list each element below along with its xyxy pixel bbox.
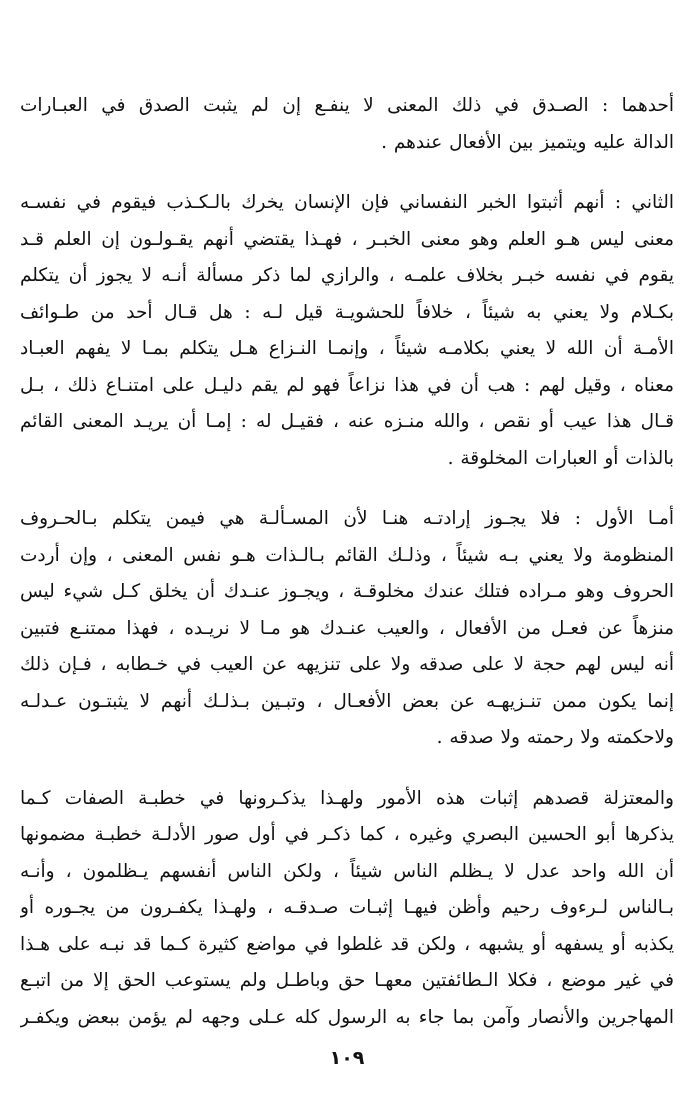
text-line: يقوم في نفسه خبـر بخلاف علمـه ، والرازي لما ذكر مسألة أنـه لا يجوز أن يتكلم <box>20 265 674 286</box>
text-line: في غير موضع ، فكلا الـطائفتين معهـا حق وباطـل ولم يستوعب الحق إلا من اتبـع <box>20 970 674 991</box>
text-line: بالذات أو العبارات المخلوقة . <box>447 447 674 469</box>
page-body <box>20 88 674 1048</box>
text-line: الدالة عليه ويتميز بين الأفعال عندهم . <box>381 131 674 153</box>
text-line: بكـلام ولا يعني به شيئاً ، خلافاً للحشويـة قيل لـه : هل قـال أحد من طـوائف <box>20 301 674 323</box>
text-line: المهاجرين والأنصار وآمن بما جاء به الرسول كله عـلى وجهه لم يؤمن ببعض ويكفـر <box>20 1006 674 1028</box>
text-line: إنما يكون ممن تنـزيهـه عن بعض الأفعـال ، وتبـين بـذلـك أنهم لا يثبتـون عـدلـه <box>20 690 674 712</box>
text-line: ولاحكمته ولا رحمته ولا صدقه . <box>436 727 674 748</box>
paragraph-4 <box>20 781 674 1037</box>
text-line: معناه ، وقيل لهم : هب أن في هذا نزاعاً فهو لم يقم دليـل على امتنـاع ذلك ، بـل <box>20 374 674 396</box>
text-line: الثاني : أنهم أثبتوا الخبر النفساني فإن الإنسان يخرك بالـكـذب فيقوم في نفسـه <box>20 192 674 213</box>
paragraph-1 <box>20 88 674 161</box>
text-line: المنظومة ولا يعني بـه شيئاً ، وذلـك القائم بـالـذات هـو نفس المعنى ، وإن أردت <box>20 544 674 566</box>
text-line: الحروف وهو مـراده فتلك عندك مخلوقـة ، ويجـوز عنـدك أن يخلق كـل شيء ليس <box>20 581 674 602</box>
text-line: الأمـة أن الله لا يعني بكلامـه شيئاً ، وإنمـا النـزاع هـل يتكلم بمـا لا يفهم العبـاد <box>20 338 674 359</box>
text-line: منزهاً عن فعـل من الأفعال ، والعيب عنـدك هو مـا لا نريـده ، فهذا ممتنـع فتبين <box>20 617 674 639</box>
text-line: بـالناس لـرءوف رحيم وأظن فيهـا إثبـات صـدقـه ، ولهـذا يكفـرون من يجـوره أو <box>20 897 674 918</box>
text-line: أمـا الأول : فلا يجـوز إرادتـه هنـا لأن المسـألـة هي فيمن يتكلم بـالحـروف <box>20 508 674 529</box>
text-line: أحدهما : الصـدق في ذلك المعنى لا ينفـع إن لم يثبت الصدق في العبـارات <box>20 95 674 116</box>
paragraph-2 <box>20 185 674 477</box>
page-number: ١٠٩ <box>329 1047 365 1069</box>
text-line: يذكرها أبو الحسين البصري وغيره ، كما ذكـر في أول صور الأدلـة خطبـة مضمونها <box>20 824 674 845</box>
text-line: أن الله واحد عدل لا يـظلم الناس شيئاً ، ولكن الناس أنفسهم يـظلمون ، وأنـه <box>20 860 674 882</box>
text-line: معنى ليس هـو العلم وهو معنى الخبـر ، فهـذا يقتضي أنهم يقـولـون إن العلم قـد <box>20 228 674 250</box>
paragraph-3 <box>20 501 674 757</box>
text-line: يكذبه أو يسفهه أو يشبهه ، ولكن قد غلطوا في مواضع كثيرة كـما قد نبـه على هـذا <box>20 933 674 955</box>
text-line: والمعتزلة قصدهم إثبات هذه الأمور ولهـذا يذكـرونها في خطبـة الصفات كـما <box>20 787 674 809</box>
text-line: أنه ليس لهم حجة لا على صدقه ولا على تنزيهه عن العيب في خـطابه ، فـإن ذلك <box>20 654 674 675</box>
text-line: قـال هذا عيب أو نقص ، والله منـزه عنه ، فقيـل له : إمـا أن يريـد المعنى القائم <box>20 411 674 432</box>
